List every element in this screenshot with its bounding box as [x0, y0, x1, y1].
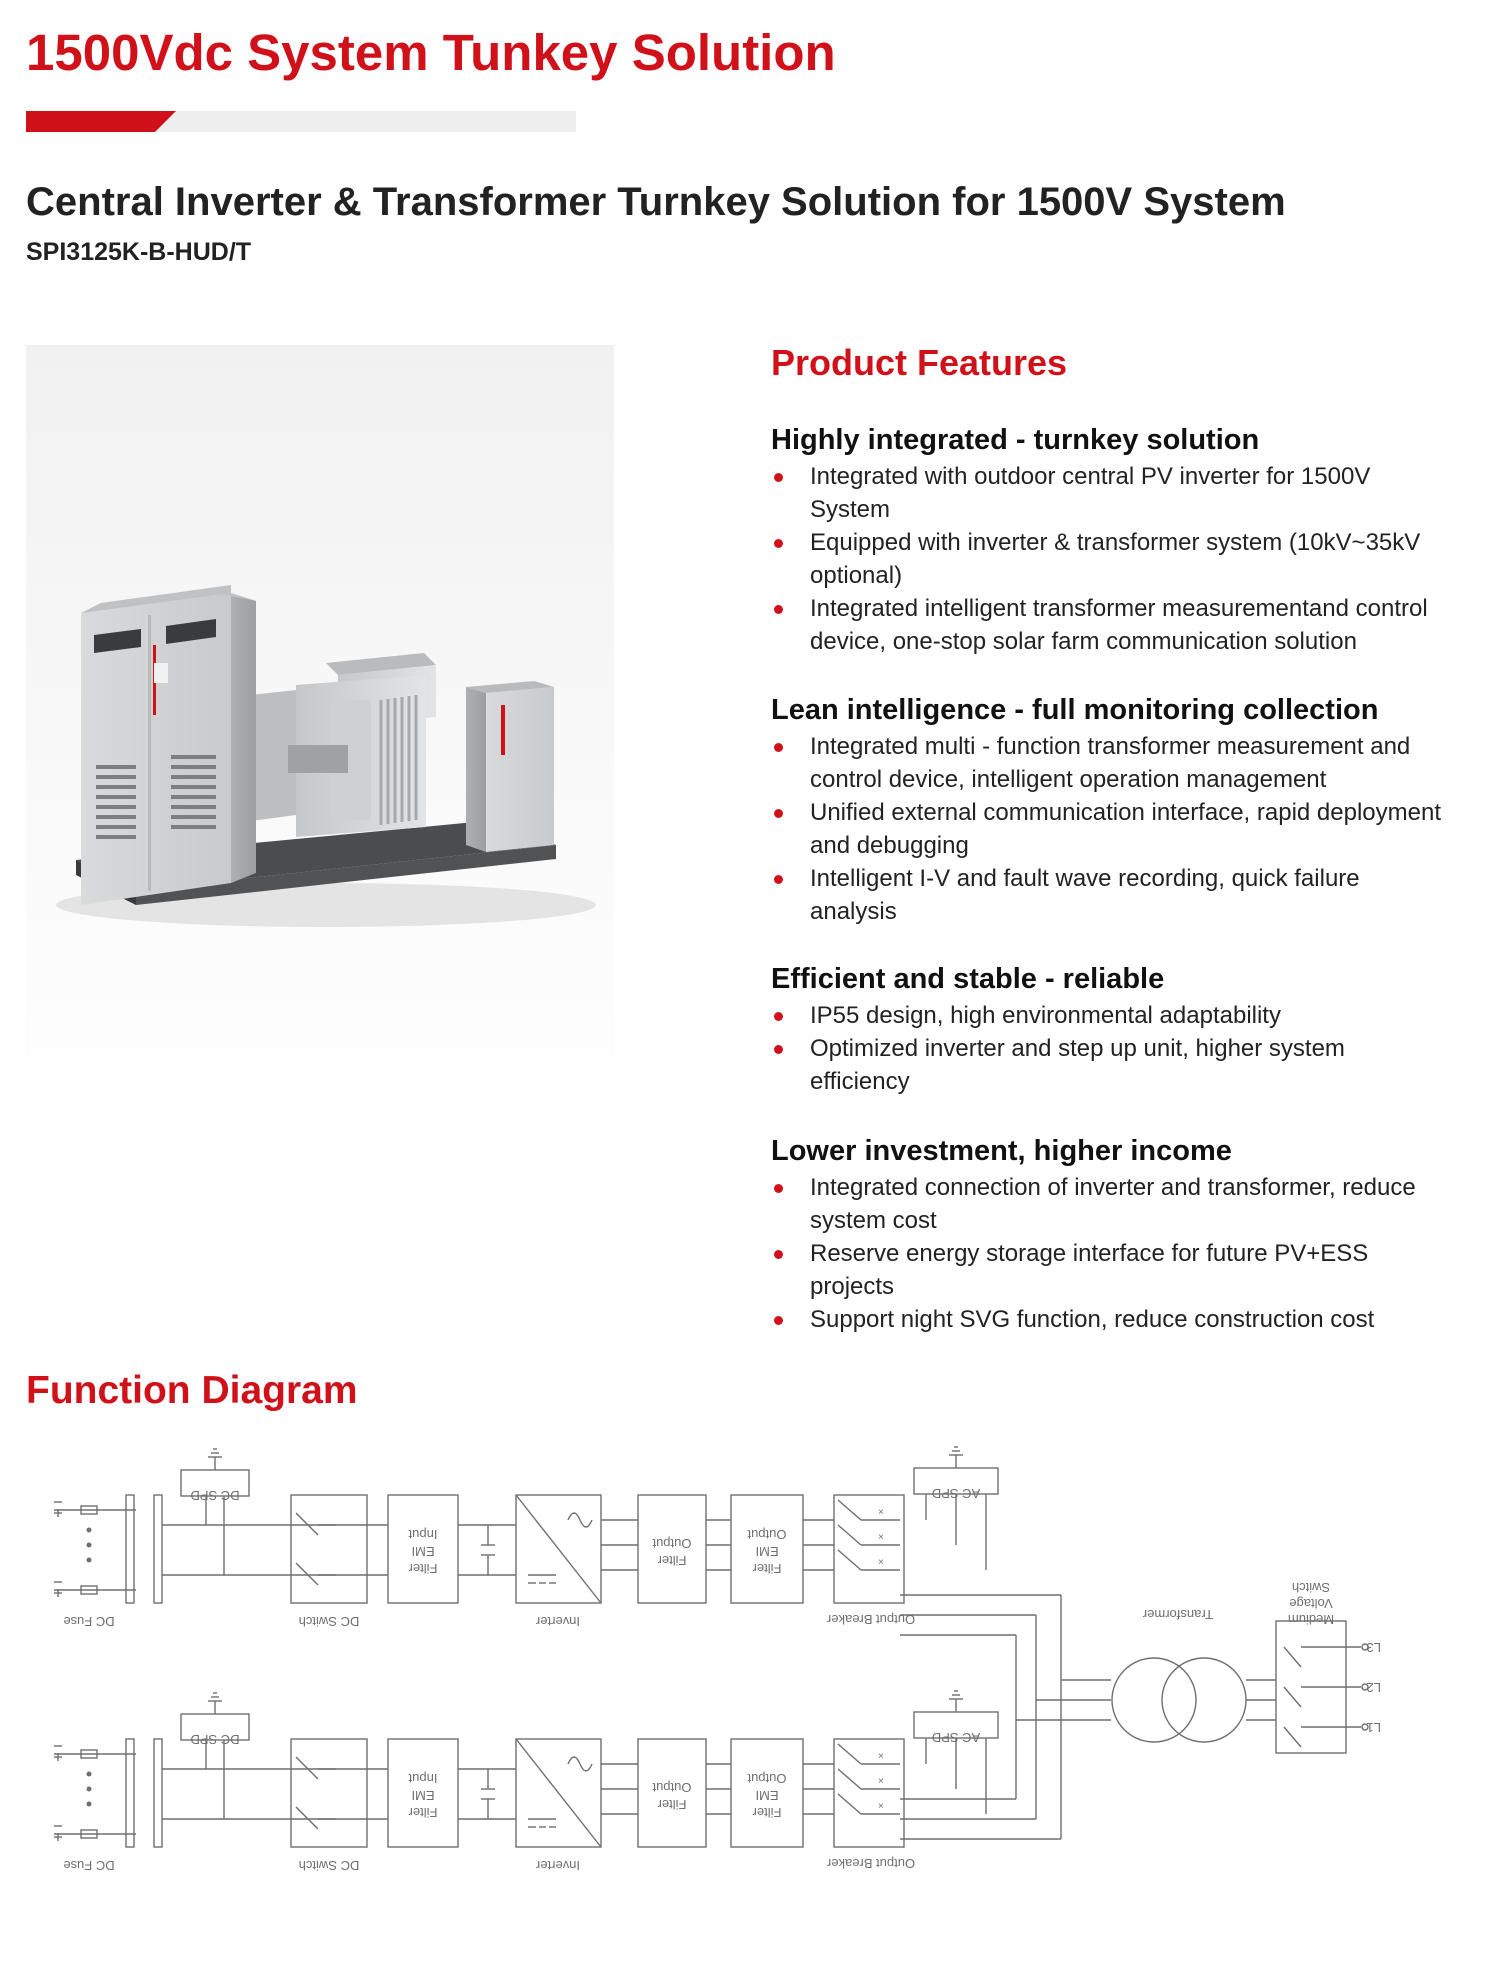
- function-diagram: [26, 1435, 1406, 1895]
- inverter-label: Inverter: [535, 1614, 581, 1629]
- features-title: Product Features: [771, 342, 1068, 383]
- ellipsis-dot: [87, 1528, 92, 1533]
- input-emi-filter-label: Input: [408, 1771, 438, 1786]
- bullet-icon: [774, 809, 783, 818]
- dc-switch-box: [291, 1739, 367, 1847]
- output-breaker-label: Output Breaker: [826, 1612, 916, 1627]
- page-title: 1500Vdc System Tunkey Solution: [26, 24, 836, 81]
- feature-item: Support night SVG function, reduce construction cost: [771, 1303, 1491, 1336]
- title-underline-bar: [26, 111, 576, 132]
- input-emi-filter-label: Filter: [408, 1805, 438, 1820]
- bullet-icon: [774, 473, 783, 482]
- phase-l1-label: L1: [1366, 1720, 1381, 1735]
- dc-busbar-left: [126, 1739, 134, 1847]
- bullet-icon: [774, 875, 783, 884]
- ac-sine-icon: [568, 1513, 592, 1527]
- diagram-branch-lower: [54, 1691, 998, 1873]
- bullet-icon: [774, 743, 783, 752]
- input-emi-filter-label: EMI: [411, 1788, 435, 1803]
- transformer-primary-coil: [1112, 1658, 1196, 1742]
- ac-sine-icon: [568, 1757, 592, 1771]
- title-underline-accent: [26, 111, 176, 132]
- output-breaker-label: Output Breaker: [826, 1856, 916, 1871]
- mv-switch-label-line2: Voltage: [1289, 1596, 1333, 1611]
- feature-item: Integrated connection of inverter and transformer, reduce system cost: [771, 1171, 1491, 1237]
- output-filter-label: Output: [652, 1536, 692, 1551]
- feature-heading: Lower investment, higher income: [771, 1135, 1232, 1167]
- feature-item: Reserve energy storage interface for future PV+ESS projects: [771, 1237, 1491, 1303]
- ellipsis-dot: [87, 1558, 92, 1563]
- feature-group-reliable: [771, 961, 1491, 1098]
- input-emi-filter-label: Input: [408, 1527, 438, 1542]
- dc-busbar-left: [126, 1495, 134, 1603]
- feature-group-integrated: [771, 422, 1491, 658]
- feature-item: Integrated multi - function transformer measurement and control device, intelligent operation management: [771, 730, 1491, 796]
- dc-fuse-label: DC Fuse: [63, 1614, 115, 1629]
- output-breaker-box: [834, 1495, 904, 1603]
- feature-heading: Highly integrated - turnkey solution: [771, 424, 1260, 456]
- inverter-transformer-illustration: [26, 345, 614, 1157]
- output-filter-label: Output: [652, 1780, 692, 1795]
- bullet-icon: [774, 1250, 783, 1259]
- output-breaker-box: [834, 1739, 904, 1847]
- mv-switch: [1246, 1621, 1368, 1753]
- product-image: [26, 345, 614, 1157]
- breaker-contact-mark: ×: [878, 1776, 884, 1787]
- breaker-contact-mark: ×: [878, 1507, 884, 1518]
- bullet-icon: [774, 539, 783, 548]
- bullet-icon: [774, 605, 783, 614]
- ellipsis-dot: [87, 1802, 92, 1807]
- bullet-icon: [774, 1316, 783, 1325]
- dc-fuse-label: DC Fuse: [63, 1858, 115, 1873]
- transformer-secondary-coil: [1162, 1658, 1246, 1742]
- breaker-contact-mark: ×: [878, 1557, 884, 1568]
- inverter-label: Inverter: [535, 1858, 581, 1873]
- output-filter-label: Filter: [657, 1797, 687, 1812]
- dc-busbar-right: [154, 1495, 162, 1603]
- feature-item: Equipped with inverter & transformer system (10kV~35kV optional): [771, 526, 1491, 592]
- dc-switch-box: [291, 1495, 367, 1603]
- feature-item: IP55 design, high environmental adaptability: [771, 999, 1491, 1032]
- ellipsis-dot: [87, 1772, 92, 1777]
- product-subtitle: Central Inverter & Transformer Turnkey Solution for 1500V System: [26, 180, 1286, 224]
- feature-group-investment: [771, 1133, 1491, 1336]
- output-filter-label: Filter: [657, 1553, 687, 1568]
- input-emi-filter-label: EMI: [411, 1544, 435, 1559]
- mv-switch-label-line3: Switch: [1291, 1580, 1331, 1595]
- phase-l3-label: L3: [1366, 1640, 1381, 1655]
- feature-item: Unified external communication interface, rapid deployment and debugging: [771, 796, 1491, 862]
- input-emi-filter-label: Filter: [408, 1561, 438, 1576]
- transformer-label: Transformer: [1142, 1607, 1214, 1622]
- feature-item: Integrated with outdoor central PV inverter for 1500V System: [771, 460, 1491, 526]
- ellipsis-dot: [87, 1543, 92, 1548]
- phase-l2-label: L2: [1366, 1680, 1381, 1695]
- dc-spd-label: DC SPD: [190, 1488, 240, 1503]
- dc-busbar-right: [154, 1739, 162, 1847]
- bullet-icon: [774, 1012, 783, 1021]
- output-emi-filter-label: Output: [747, 1771, 787, 1786]
- ac-spd-label: AC SPD: [931, 1730, 981, 1745]
- ellipsis-dot: [87, 1787, 92, 1792]
- bus-lines: [900, 1595, 1111, 1839]
- bullet-icon: [774, 1045, 783, 1054]
- diagram-branch-upper: [54, 1447, 998, 1629]
- output-emi-filter-label: Filter: [752, 1561, 782, 1576]
- function-diagram-title: Function Diagram: [26, 1369, 358, 1412]
- output-emi-filter-label: Output: [747, 1527, 787, 1542]
- breaker-contact-mark: ×: [878, 1751, 884, 1762]
- breaker-contact-mark: ×: [878, 1532, 884, 1543]
- mv-switch-label-line1: Medium: [1287, 1612, 1335, 1627]
- feature-item: Optimized inverter and step up unit, higher system efficiency: [771, 1032, 1491, 1098]
- bullet-icon: [774, 1184, 783, 1193]
- feature-heading: Efficient and stable - reliable: [771, 963, 1165, 995]
- output-emi-filter-label: EMI: [755, 1788, 779, 1803]
- ac-spd-label: AC SPD: [931, 1486, 981, 1501]
- output-emi-filter-label: EMI: [755, 1544, 779, 1559]
- feature-heading: Lean intelligence - full monitoring collection: [771, 694, 1379, 726]
- dc-spd-label: DC SPD: [190, 1732, 240, 1747]
- breaker-contact-mark: ×: [878, 1801, 884, 1812]
- feature-item: Intelligent I-V and fault wave recording, quick failure analysis: [771, 862, 1491, 928]
- output-emi-filter-label: Filter: [752, 1805, 782, 1820]
- feature-item: Integrated intelligent transformer measurementand control device, one-stop solar farm communication solution: [771, 592, 1491, 658]
- dc-switch-label: DC Switch: [298, 1858, 360, 1873]
- model-number: SPI3125K-B-HUD/T: [26, 238, 252, 266]
- feature-group-intelligence: [771, 692, 1491, 928]
- dc-switch-label: DC Switch: [298, 1614, 360, 1629]
